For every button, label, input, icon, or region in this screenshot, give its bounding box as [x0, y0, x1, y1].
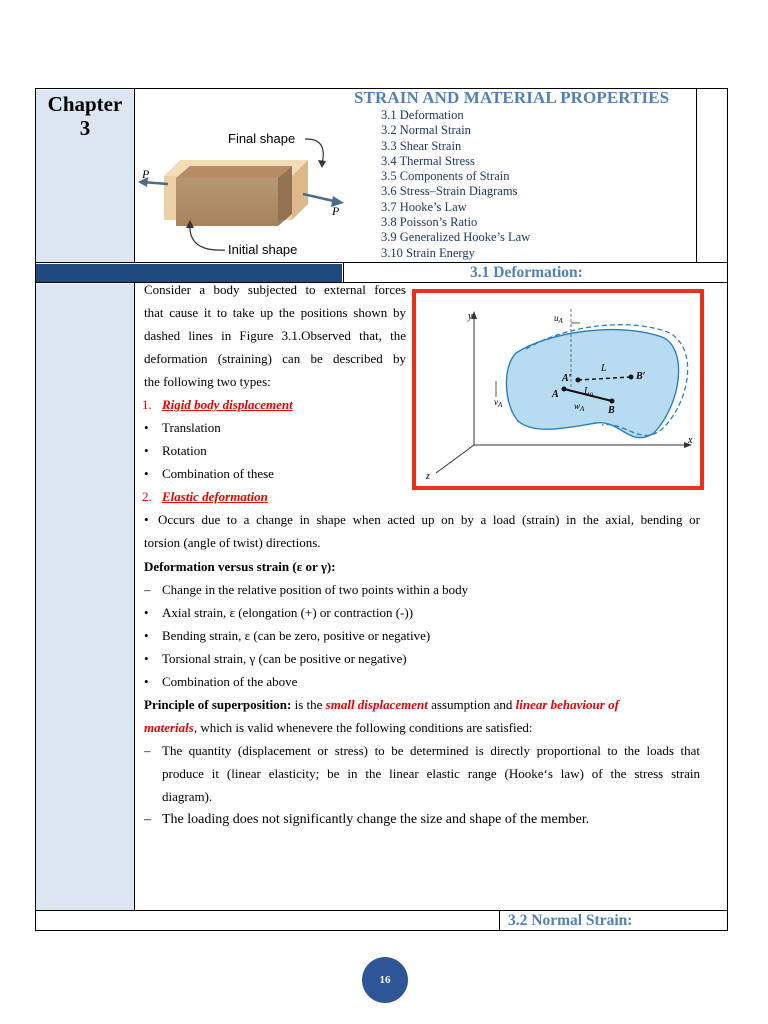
section-heading-normal-strain: 3.2 Normal Strain:: [508, 912, 633, 929]
toc-item: 3.3 Shear Strain: [381, 138, 462, 153]
intro-line: the following two types:: [144, 374, 271, 389]
intro-line: dashed lines in Figure 3.1.Observed that, the: [144, 328, 406, 343]
toc-item: 3.1 Deformation: [381, 108, 464, 122]
table-divider: [696, 88, 697, 263]
chapter-cell: [36, 90, 134, 262]
condition-line: produce it (linear elasticity; be in the linear elastic range (Hooke‘s law) of the stress strain: [162, 766, 700, 781]
condition-line: The loading does not significantly change the size and shape of the member.: [162, 812, 590, 827]
intro-line: Consider a body subjected to external forces: [144, 282, 406, 297]
point-b: [610, 399, 615, 404]
ua-label: $u_A$: [554, 313, 563, 325]
leader-arrow-icon: [318, 160, 326, 168]
lo-label: $L_o$: [584, 386, 594, 398]
x-label: x: [688, 435, 693, 446]
text-run: is the: [291, 697, 326, 712]
superposition-label: Principle of superposition:: [144, 697, 292, 712]
table-divider: [134, 88, 135, 263]
dash-icon: –: [144, 743, 151, 758]
z-axis: [436, 445, 474, 473]
bullet-icon: •: [144, 466, 149, 481]
superposition-line1: [144, 693, 619, 716]
bullet-icon: •: [144, 512, 149, 527]
table-divider: [499, 910, 500, 931]
toc-item: 3.4 Thermal Stress: [381, 153, 475, 168]
point-b-prime: [629, 375, 634, 380]
toc-item: 3.5 Components of Strain: [381, 169, 510, 184]
y-label: y: [468, 311, 473, 322]
a-prime-label: A′: [562, 373, 572, 384]
toc-item: 3.6 Stress–Strain Diagrams: [381, 184, 518, 199]
z-label: z: [426, 471, 430, 482]
occurs-line: Occurs due to a change in shape when acted up on by a load (strain) in the axial, bending or: [158, 512, 700, 527]
figure-3-1: [412, 289, 704, 490]
linear-behaviour-term: linear behaviour of: [515, 697, 619, 712]
initial-shape-shade: [176, 178, 278, 226]
displacement-diagram: [416, 293, 700, 486]
toc-item: 3.2 Normal Strain: [381, 123, 471, 138]
p-label-left: P: [142, 167, 150, 181]
rotation-item: Rotation: [162, 443, 207, 458]
intro-line: that cause it to take up the positions shown by: [144, 305, 406, 320]
table-border: [35, 262, 728, 263]
bullet-icon: •: [144, 605, 149, 620]
table-border-left: [35, 88, 36, 931]
bullet-icon: •: [144, 674, 149, 689]
table-divider: [134, 282, 135, 911]
section-heading-deformation: 3.1 Deformation:: [470, 264, 583, 281]
item2-number: 2.: [142, 489, 152, 504]
occurs-line: torsion (angle of twist) directions.: [144, 535, 321, 550]
bullet-icon: •: [144, 628, 149, 643]
elastic-deformation-heading: Elastic deformation: [162, 489, 268, 504]
strain-list-item: Combination of the above: [162, 674, 298, 689]
condition-line: The quantity (displacement or stress) to be determined is directly proportional to the loads that: [162, 743, 700, 758]
page-number: 16: [362, 957, 408, 1003]
chapter-label: Chapter: [47, 92, 123, 116]
dash-icon: –: [144, 582, 151, 597]
point-a-prime: [576, 378, 581, 383]
b-prime-label: B′: [636, 371, 646, 382]
final-shape-label: Final shape: [228, 131, 296, 146]
table-of-contents: [381, 108, 530, 261]
strain-list-item: Axial strain, ε (elongation (+) or contraction (-)): [162, 605, 414, 620]
p-label-right: P: [332, 204, 340, 218]
strain-list-item: Change in the relative position of two points within a body: [162, 582, 469, 597]
bullet-icon: •: [144, 651, 149, 666]
toc-item: 3.7 Hooke’s Law: [381, 199, 467, 214]
condition-line: diagram).: [162, 789, 213, 804]
superposition-line2: [144, 716, 532, 739]
small-displacement-term: small displacement: [325, 697, 428, 712]
point-a: [562, 387, 567, 392]
text-run: assumption and: [427, 697, 516, 712]
b-label: B: [608, 405, 615, 416]
initial-shape-top: [176, 166, 292, 178]
translation-item: Translation: [162, 420, 221, 435]
initial-shape-leader: [190, 224, 225, 250]
left-sidebar: [36, 284, 134, 910]
va-label: $v_A$: [494, 397, 503, 409]
a-label: A: [552, 389, 559, 400]
initial-body: [506, 330, 678, 438]
chapter-title: STRAIN AND MATERIAL PROPERTIES: [354, 88, 670, 107]
dash-icon: –: [144, 812, 151, 827]
table-border: [35, 910, 728, 911]
block-deformation-figure: [138, 124, 350, 260]
chapter-number: 3: [79, 116, 91, 140]
combination-item: Combination of these: [162, 466, 274, 481]
intro-line: deformation (straining) can be described by: [144, 351, 406, 366]
toc-item: 3.10 Strain Energy: [381, 245, 475, 260]
strain-list-item: Bending strain, ε (can be zero, positive or negative): [162, 628, 431, 643]
rigid-body-heading: Rigid body displacement: [162, 397, 293, 412]
table-border-right: [727, 88, 728, 931]
deformation-vs-strain-heading: Deformation versus strain (ε or γ):: [144, 559, 336, 574]
wa-label: $w_A$: [574, 401, 585, 413]
toc-item: 3.9 Generalized Hooke’s Law: [381, 230, 531, 245]
text-run: , which is valid whenevere the following conditions are satisfied:: [193, 720, 533, 735]
bullet-icon: •: [144, 443, 149, 458]
item1-number: 1.: [142, 397, 152, 412]
initial-shape-label: Initial shape: [228, 242, 298, 257]
strain-list-item: Torsional strain, γ (can be positive or negative): [162, 651, 407, 666]
toc-item: 3.8 Poisson’s Ratio: [381, 215, 478, 230]
bullet-icon: •: [144, 420, 149, 435]
table-border-bottom: [35, 930, 728, 931]
l-label: L: [601, 363, 607, 374]
materials-term: materials: [144, 720, 194, 735]
